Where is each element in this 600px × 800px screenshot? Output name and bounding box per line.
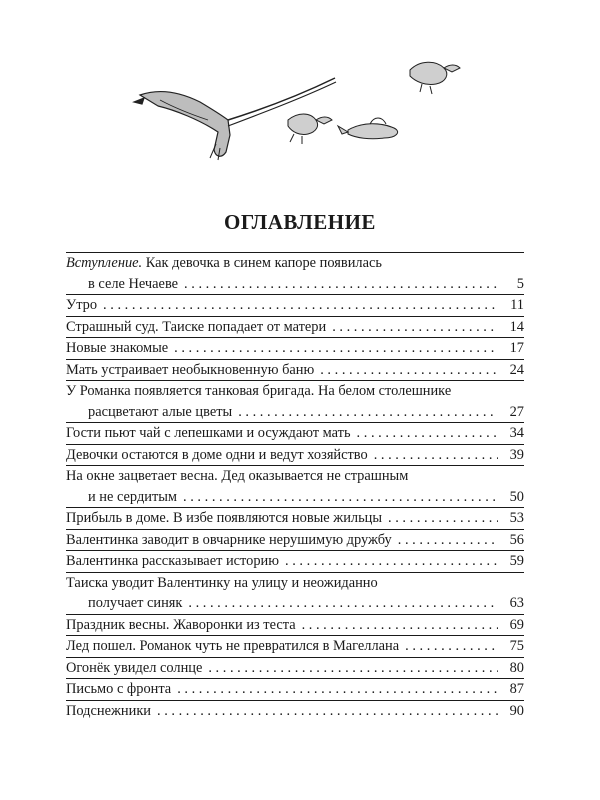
toc-entry[interactable] xyxy=(66,444,524,466)
page-number: 50 xyxy=(509,488,524,505)
page-title: ОГЛАВЛЕНИЕ xyxy=(224,210,376,234)
dot-leader xyxy=(285,551,498,572)
table-of-contents xyxy=(66,252,524,721)
page-number: 63 xyxy=(509,595,524,611)
toc-entry-text: в селе Нечаеве xyxy=(88,275,179,292)
toc-entry[interactable] xyxy=(66,529,524,551)
toc-entry[interactable] xyxy=(66,337,524,359)
toc-entry-text: Лед пошел. Романок чуть не превратился в Магеллана xyxy=(66,638,400,654)
dot-leader xyxy=(103,295,498,316)
dot-leader xyxy=(177,679,498,700)
toc-entry[interactable] xyxy=(66,700,524,722)
toc-entry-title xyxy=(66,657,524,679)
flying-birds-illustration xyxy=(130,40,470,180)
toc-entry-title xyxy=(66,529,524,551)
toc-entry-title xyxy=(66,550,524,572)
toc-entry-text: Новые знакомые xyxy=(66,340,169,356)
page-number: 17 xyxy=(509,340,524,356)
toc-entry[interactable] xyxy=(66,422,524,444)
toc-entry-text: Письмо с фронта xyxy=(66,681,172,697)
toc-entry-title xyxy=(66,422,524,444)
page-number: 5 xyxy=(516,275,524,292)
toc-entry-prefix: Вступление. xyxy=(66,255,143,271)
toc-entry-text: и не сердитым xyxy=(88,488,178,505)
toc-entry-text: Валентинка заводит в овчарнике нерушимую дружбу xyxy=(66,531,392,548)
toc-entry-text: Гости пьют чай с лепешками и осуждают мать xyxy=(66,425,351,441)
dot-leader xyxy=(157,701,498,722)
page-number: 87 xyxy=(509,681,524,697)
page-number: 39 xyxy=(509,446,524,463)
toc-entry[interactable] xyxy=(66,657,524,679)
toc-entry[interactable] xyxy=(66,294,524,316)
dot-leader xyxy=(184,274,498,295)
toc-entry-title xyxy=(66,337,524,359)
small-bird-icon xyxy=(288,114,332,144)
toc-entry-text: Таиска уводит Валентинку на улицу и неожиданно xyxy=(66,574,378,591)
dot-leader xyxy=(332,317,498,338)
page-number: 90 xyxy=(509,702,524,719)
toc-entry-continuation xyxy=(66,402,524,423)
toc-entry-text: расцветают алые цветы xyxy=(88,403,233,420)
dot-leader xyxy=(398,530,498,551)
page-number: 14 xyxy=(509,318,524,335)
toc-entry-title xyxy=(66,700,524,722)
toc-entry-text: У Романка появляется танковая бригада. На белом столешнике xyxy=(66,383,452,399)
toc-entry-text: Как девочка в синем капоре появилась xyxy=(142,255,382,271)
toc-entry-text: Девочки остаются в доме одни и ведут хозяйство xyxy=(66,446,368,463)
toc-entry-title xyxy=(66,614,524,636)
toc-entry-title xyxy=(66,444,524,466)
dot-leader xyxy=(183,487,498,508)
toc-entry-text: Прибыль в доме. В избе появляются новые жильцы xyxy=(66,510,383,526)
page-number: 24 xyxy=(509,361,524,378)
small-bird-icon xyxy=(338,118,398,139)
page-number: 75 xyxy=(509,638,524,654)
toc-entry-title xyxy=(66,678,524,700)
toc-entry-text: Подснежники xyxy=(66,702,152,719)
toc-entry-text: На окне зацветает весна. Дед оказывается не страшным xyxy=(66,468,409,484)
page-number: 34 xyxy=(509,425,524,441)
toc-entry-text: Страшный суд. Таиске попадает от матери xyxy=(66,318,327,335)
page-number: 59 xyxy=(509,553,524,569)
toc-entry-title xyxy=(66,380,524,402)
page-number: 56 xyxy=(509,531,524,548)
toc-entry-text: Утро xyxy=(66,297,98,313)
toc-entry[interactable] xyxy=(66,507,524,529)
dot-leader xyxy=(174,338,498,359)
toc-entry[interactable] xyxy=(66,635,524,657)
toc-entry[interactable] xyxy=(66,572,524,614)
page-number: 53 xyxy=(509,510,524,526)
toc-entry[interactable] xyxy=(66,359,524,381)
toc-entry-continuation xyxy=(66,274,524,295)
page-number: 80 xyxy=(509,659,524,676)
dot-leader xyxy=(320,360,498,381)
toc-entry[interactable] xyxy=(66,550,524,572)
toc-entry[interactable] xyxy=(66,465,524,507)
page-number: 27 xyxy=(509,403,524,420)
toc-entry[interactable] xyxy=(66,678,524,700)
toc-entry-title xyxy=(66,507,524,529)
toc-entry-title xyxy=(66,465,524,487)
dot-leader xyxy=(208,658,498,679)
toc-entry[interactable] xyxy=(66,252,524,294)
toc-entry-text: получает синяк xyxy=(88,595,183,611)
toc-entry-title xyxy=(66,635,524,657)
toc-entry-text: Валентинка рассказывает историю xyxy=(66,553,279,569)
toc-entry-continuation xyxy=(66,593,524,614)
dot-leader xyxy=(188,593,498,614)
toc-entry-title xyxy=(66,294,524,316)
dot-leader xyxy=(357,423,498,444)
toc-entry-title xyxy=(66,359,524,381)
dot-leader xyxy=(302,615,498,636)
toc-entry[interactable] xyxy=(66,380,524,422)
toc-entry-title xyxy=(66,252,524,274)
dot-leader xyxy=(405,636,498,657)
toc-entry-text: Огонёк увидел солнце xyxy=(66,659,203,676)
toc-entry-text: Мать устраивает необыкновенную баню xyxy=(66,361,315,378)
dot-leader xyxy=(238,402,498,423)
small-bird-icon xyxy=(410,62,460,94)
dot-leader xyxy=(374,445,498,466)
toc-entry-text: Праздник весны. Жаворонки из теста xyxy=(66,616,296,633)
page-number: 11 xyxy=(510,297,524,313)
toc-entry-continuation xyxy=(66,487,524,508)
toc-entry[interactable] xyxy=(66,316,524,338)
toc-entry-title xyxy=(66,572,524,594)
page-number: 69 xyxy=(509,616,524,633)
toc-entry-title xyxy=(66,316,524,338)
toc-entry[interactable] xyxy=(66,614,524,636)
dot-leader xyxy=(388,508,498,529)
